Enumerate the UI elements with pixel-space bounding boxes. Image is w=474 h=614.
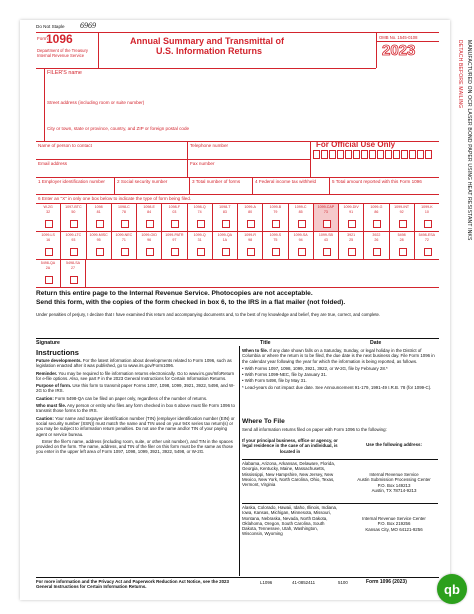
official-use-label: For Official Use Only [316, 140, 396, 149]
dept-irs: Internal Revenue Service [37, 53, 85, 58]
form-title-2: U.S. Information Returns [156, 46, 263, 56]
city-label: City or town, state or province, country, and ZIP or foreign postal code [47, 126, 190, 131]
checkbox-5498-esa[interactable]: 5498-ESA 72 [415, 232, 439, 259]
title-label[interactable]: Title [260, 340, 271, 346]
do-not-staple: Do Not Staple [36, 24, 65, 29]
box3-total-forms-label[interactable]: 3 Total number of forms [192, 179, 241, 184]
instructions-heading: Instructions [36, 348, 79, 357]
checkbox-1099-int[interactable]: 1099-INT 92 [390, 204, 415, 231]
checkbox-1099-k[interactable]: 1099-K 10 [415, 204, 439, 231]
checkbox-1098-e[interactable]: 1098-E 84 [137, 204, 162, 231]
checkbox-1099-patr[interactable]: 1099-PATR 97 [162, 232, 187, 259]
tax-year: 2023 [382, 42, 416, 59]
official-use-boxes [313, 150, 439, 160]
footer-cat2: 41-0852411 [292, 580, 316, 585]
states-group-1: Alabama, Arizona, Arkansas, Delaware, Florida, Georgia, Kentucky, Maine, Massachusetts, Mississippi, New Hampshire, New Jersey, New Mexico, New York, North Carolina, Ohio, Texas, Vermont, Virginia [242, 461, 335, 488]
box2-ssn-label[interactable]: 2 Social security number [117, 179, 168, 184]
where-col2-head: Use the following address: [366, 442, 422, 447]
footer-cat: L1096 [260, 580, 273, 585]
checkbox-3921[interactable]: 3921 25 [339, 232, 364, 259]
footer-form: Form 1096 (2023) [366, 579, 407, 585]
checkbox-3922[interactable]: 3922 26 [364, 232, 389, 259]
checkbox-1099-oid[interactable]: 1099-OID 96 [137, 232, 162, 259]
states-group-2: Alaska, Colorado, Hawaii, Idaho, Illinois, Indiana, Iowa, Kansas, Michigan, Minnesota, Missouri, Montana, Nebraska, Nevada, North Dakota, Oklahoma, Oregon, South Carolina, South Dakota, Tennessee, Utah, Washington, Wisconsin, Wyoming [242, 505, 338, 537]
checkbox-1099-q[interactable]: 1099-Q 31 [188, 232, 213, 259]
checkbox-1099-b[interactable]: 1099-B 79 [263, 204, 288, 231]
detach-side-text: DETACH BEFORE MAILING [457, 40, 463, 109]
checkbox-1099-g[interactable]: 1099-G 86 [364, 204, 389, 231]
form-type-row-1 [36, 204, 439, 231]
checkbox-1099-a[interactable]: 1099-A 80 [238, 204, 263, 231]
omb-number: OMB No. 1545-0108 [379, 35, 418, 40]
fax-label: Fax number [190, 161, 215, 166]
checkbox-w-2g[interactable]: W-2G 32 [36, 204, 61, 231]
checkbox-1099-c[interactable]: 1099-C 85 [289, 204, 314, 231]
checkbox-1099-r[interactable]: 1099-R 98 [238, 232, 263, 259]
checkbox-1099-s[interactable]: 1099-S 75 [263, 232, 288, 259]
checkbox-1099-div[interactable]: 1099-DIV 91 [339, 204, 364, 231]
footer-code: 5100 [338, 580, 348, 585]
checkbox-1099-cap[interactable]: 1099-CAP 73 [314, 204, 339, 231]
checkbox-1098-t[interactable]: 1098-T 83 [213, 204, 238, 231]
footer-privacy-notice: For more information and the Privacy Act and Paperwork Reduction Act Notice, see the 2023 General Instructions for Certain Information Returns. [36, 579, 229, 590]
checkbox-1099-misc[interactable]: 1099-MISC 95 [87, 232, 112, 259]
filer-name-label: FILER'S name [47, 70, 82, 76]
contact-person-label: Name of person to contact [38, 143, 92, 148]
checkbox-1098[interactable]: 1098 81 [87, 204, 112, 231]
box1-ein-label[interactable]: 1 Employer identification number [38, 179, 105, 184]
street-label: Street address (including room or suite number) [47, 100, 145, 105]
where-col1-head: If your principal business, office or agency, or legal residence in the case of an individual, is located in [242, 438, 338, 454]
return-notice-1: Return this entire page to the Internal Revenue Service. Photocopies are not acceptable. [36, 290, 313, 297]
box6-instruction: 6 Enter an "X" in only one box below to indicate the type of form being filed. [38, 196, 192, 201]
checkbox-1099-sb[interactable]: 1099-SB 43 [314, 232, 339, 259]
perjury-statement: Under penalties of perjury, I declare that I have examined this return and accompanying documents and, to the best of my knowledge and belief, they are true, correct, and complete. [36, 312, 381, 317]
checkbox-1099-nec[interactable]: 1099-NEC 71 [112, 232, 137, 259]
box4-withheld-label[interactable]: 4 Federal income tax withheld [255, 179, 317, 184]
address-kansas-city: Internal Revenue Service Center P.O. Box 219256 Kansas City, MO 64121-9256 [362, 516, 426, 532]
where-to-file-heading: Where To File [242, 418, 285, 425]
date-label[interactable]: Date [370, 340, 382, 346]
signature-label[interactable]: Signature [36, 340, 60, 346]
checkbox-1099-ls[interactable]: 1099-LS 16 [36, 232, 61, 259]
when-to-file: When to file. If any date shown falls on a Saturday, Sunday, or legal holiday in the District of Columbia or where the return is to be filed, the due date is the next business day. File Form 1096 in the calendar year following the year for which the information is being reported, as follows. • With Forms 1097, 1098, 1099, 3921, 3922, or W-2G, file by February 28.* • With Forms 1099-NEC, file by January 31. • With Form 5498, file by May 31. * Lead-years do not impact due date. See Announcement 91-179, 1991-49 I.R.B. 78 (for 1099-C). [242, 348, 435, 390]
checkbox-1099-ltc[interactable]: 1099-LTC 93 [61, 232, 86, 259]
email-label: Email address [38, 161, 68, 166]
checkbox-5498-qa[interactable]: 5498-QA 2A [36, 260, 61, 287]
box5-total-amount-label[interactable]: 5 Total amount reported with this Form 1096 [332, 179, 422, 184]
form-1096-sheet [20, 20, 450, 600]
handwritten-code: 6969 [80, 21, 96, 30]
instructions-body: Future developments. For the latest information about developments related to Form 1096, such as legislation enacted after it was published, go to www.irs.gov/Form1096. Reminder. You may be required to file information returns electronically. Go to www.irs.gov/InfoReturn for e-file options. Also, see part F in the 2023 General Instructions for Certain Information Returns. Purpose of form. Use this form to transmit paper Forms 1097, 1098, 1099, 3921, 3922, 5498, and W-2G to the IRS. Caution: Form 5498-QA can be filed on paper only, regardless of the number of returns. Who must file. Any person or entity who files any form checked in box 6 above must file Form 1096 to transmit those forms to the IRS. Caution: Your name and taxpayer identification number (TIN) (employer identification number (EIN) or social security number (SSN)) must match the name and TIN used on your 94X series tax return(s) or you may be subject to information return penalties. Do not use the name and/or TIN of your paying agent or service bureau. Enter the filer's name, address (including room, suite, or other unit number), and TIN in the spaces provided on the form. The name, address, and TIN of the filer on this form must be the same as those you enter in the upper left area of Form 1097, 1098, 1099, 3921, 3922, 5498, or W-2G. [36, 358, 235, 455]
checkbox-5498[interactable]: 5498 28 [390, 232, 415, 259]
checkbox-5498-sa[interactable]: 5498-SA 27 [61, 260, 86, 287]
form-type-row-3 [36, 260, 86, 287]
form-type-row-2 [36, 232, 439, 259]
checkbox-1098-q[interactable]: 1098-Q 74 [188, 204, 213, 231]
checkbox-1099-sa[interactable]: 1099-SA 94 [289, 232, 314, 259]
manufactured-side-text: MANUFACTURED ON OCR LASER BOND PAPER USING HEAT RESISTANT INKS [466, 40, 472, 241]
checkbox-1098-f[interactable]: 1098-F 03 [162, 204, 187, 231]
quickbooks-logo: qb [437, 574, 467, 604]
dept-treasury: Department of the Treasury [37, 48, 88, 53]
form-number: 1096 [46, 32, 73, 46]
checkbox-1099-qa[interactable]: 1099-QA 1A [213, 232, 238, 259]
where-to-file-text: Send all information returns filed on paper with Form 1096 to the following: [242, 427, 387, 432]
checkbox-1098-c[interactable]: 1098-C 78 [112, 204, 137, 231]
form-word: Form [37, 36, 48, 41]
telephone-label: Telephone number [190, 143, 229, 148]
return-notice-2: Send this form, with the copies of the form checked in box 6, to the IRS in a flat mailer (not folded). [36, 299, 346, 306]
checkbox-1097-btc[interactable]: 1097-BTC 50 [61, 204, 86, 231]
form-title-1: Annual Summary and Transmittal of [130, 36, 285, 46]
address-austin: Internal Revenue Service Austin Submission Processing Center P.O. Box 149213 Austin, TX 78714-9213 [357, 472, 431, 493]
